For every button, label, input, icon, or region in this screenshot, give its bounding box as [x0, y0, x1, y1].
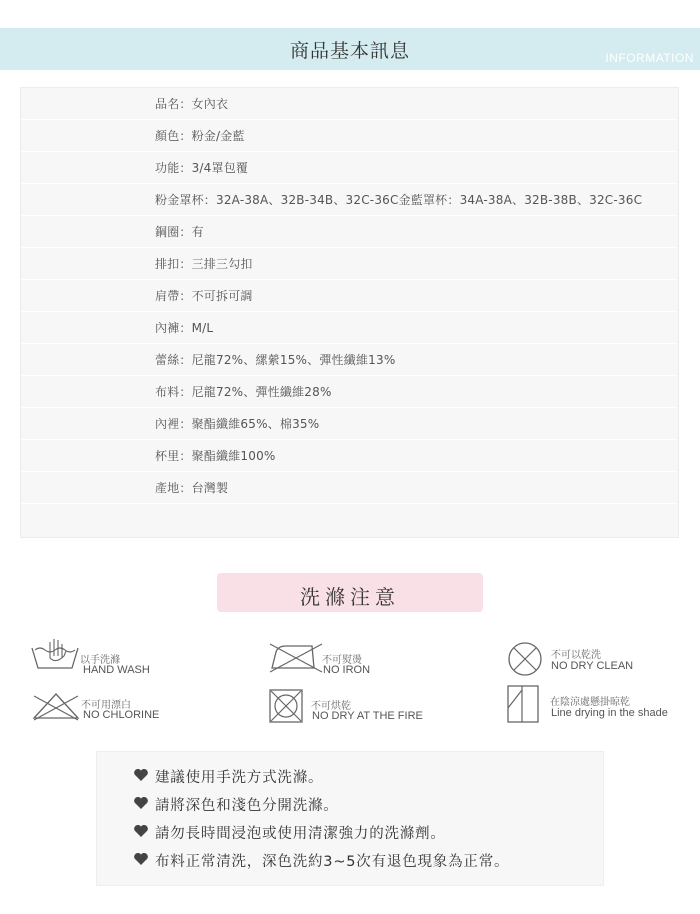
spec-text: 產地：台灣製 [155, 481, 229, 495]
spec-text: 排扣：三排三勾扣 [155, 257, 253, 271]
spec-row-panties [21, 312, 678, 344]
spec-text: 內褲：M/L [155, 321, 214, 335]
spec-row-straps [21, 280, 678, 312]
note-text: 請將深色和淺色分開洗滌。 [155, 798, 339, 814]
care-item-line-dry-shade [506, 684, 696, 726]
spec-text: 布料：尼龍72%、彈性纖維28% [155, 385, 332, 399]
spec-row-lining [21, 408, 678, 440]
spec-row-cup-lining [21, 440, 678, 472]
note-text: 布料正常清洗，深色洗約3~5次有退色現象為正常。 [155, 854, 510, 870]
spec-row-name [21, 88, 678, 120]
care-item-no-tumble-dry [268, 688, 438, 724]
spec-text: 杯里：聚酯纖維100% [155, 449, 276, 463]
spec-row-function [21, 152, 678, 184]
spec-text: 粉金罩杯：32A-38A、32B-34B、32C-36C金藍罩杯：34A-38A、32B-38B、32C-36C [155, 193, 643, 207]
spec-row-hooks [21, 248, 678, 280]
care-item-hand-wash [30, 634, 170, 680]
no-dry-clean-icon [506, 640, 544, 678]
care-en-label: NO IRON [323, 664, 371, 676]
heart-icon [133, 768, 149, 782]
wash-title-box [217, 573, 483, 612]
spec-row-cup-sizes [21, 184, 678, 216]
care-en-label: NO DRY CLEAN [551, 660, 634, 672]
line-dry-shade-icon [506, 684, 540, 724]
heart-icon [133, 824, 149, 838]
spec-row-empty [21, 504, 678, 537]
care-item-no-dry-clean [506, 640, 646, 680]
care-en-label: NO DRY AT THE FIRE [312, 710, 423, 722]
spec-text: 內裡：聚酯纖維65%、棉35% [155, 417, 320, 431]
spec-row-underwire [21, 216, 678, 248]
care-zh-label: 在陰涼處懸掛晾乾 [550, 697, 630, 708]
care-zh-label: 不可烘乾 [311, 701, 351, 712]
care-en-label: HAND WASH [83, 664, 150, 676]
spec-text: 肩帶：不可拆可調 [155, 289, 253, 303]
info-title: 商品基本訊息 [289, 40, 410, 62]
wash-title: 洗滌注意 [300, 585, 400, 609]
care-zh-label: 不可熨燙 [322, 655, 362, 666]
heart-icon [133, 796, 149, 810]
care-zh-label: 不可以乾洗 [551, 650, 601, 661]
no-tumble-dry-icon [268, 688, 304, 724]
care-notes-box [96, 751, 604, 886]
spec-table [20, 87, 679, 538]
info-subtitle: INFORMATION [605, 51, 694, 65]
spec-text: 鋼圈：有 [155, 225, 204, 239]
note-text: 請勿長時間浸泡或使用清潔強力的洗滌劑。 [155, 826, 446, 842]
care-en-label: NO CHLORINE [83, 709, 160, 721]
spec-row-color [21, 120, 678, 152]
spec-text: 蕾絲：尼龍72%、縲縈15%、彈性纖維13% [155, 353, 396, 367]
note-text: 建議使用手洗方式洗滌。 [155, 770, 324, 786]
heart-icon [133, 852, 149, 866]
care-item-no-chlorine [30, 690, 190, 724]
info-header-band [0, 28, 700, 70]
spec-text: 功能：3/4罩包覆 [155, 161, 249, 175]
spec-row-fabric [21, 376, 678, 408]
care-zh-label: 以手洗滌 [80, 655, 120, 666]
care-item-no-iron [268, 640, 408, 680]
hand-wash-icon [30, 634, 82, 674]
spec-row-lace [21, 344, 678, 376]
spec-row-origin [21, 472, 678, 504]
spec-text: 品名：女內衣 [155, 97, 229, 111]
no-iron-icon [268, 640, 324, 674]
no-chlorine-icon [30, 690, 82, 722]
care-en-label: Line drying in the shade [551, 707, 668, 719]
care-zh-label: 不可用漂白 [81, 700, 131, 711]
spec-text: 顏色：粉金/金藍 [155, 129, 245, 143]
